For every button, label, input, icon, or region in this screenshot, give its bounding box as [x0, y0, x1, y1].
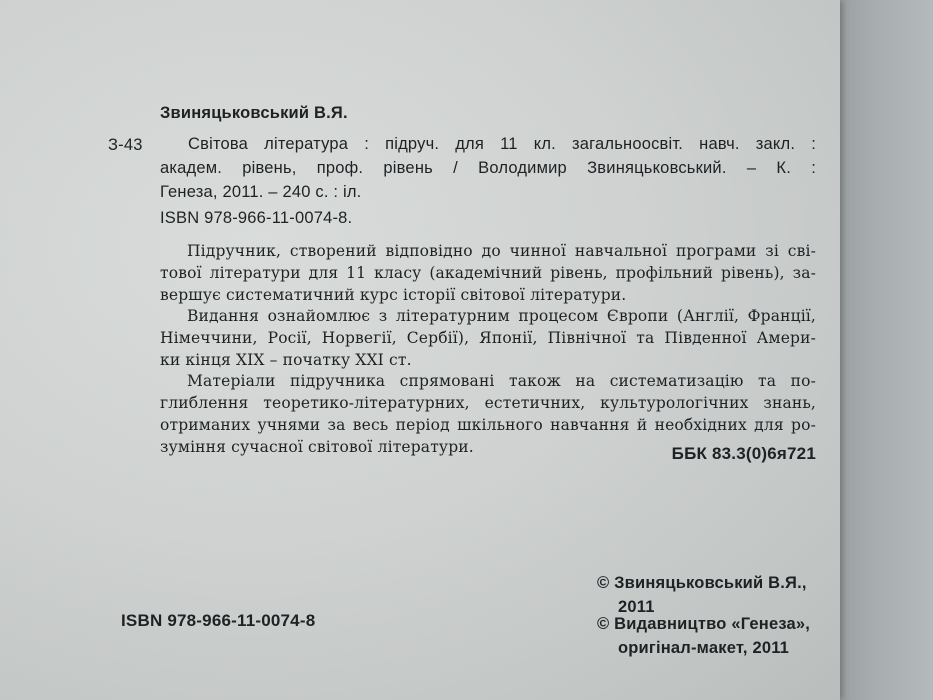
catalog-code: З-43 [108, 136, 143, 154]
copyright-author-year: 2011 [618, 598, 655, 616]
annotation-paragraph-3-first [187, 370, 816, 392]
annotation-line: ки кінця XIX – початку XXI ст. [160, 351, 412, 369]
isbn-line: ISBN 978-966-11-0074-8. [160, 209, 353, 227]
annotation-line: Матеріали підручника спрямовані також на систематизацію та по- [187, 372, 816, 390]
annotation-line: Видання ознайомлює з літературним процесом Європи (Англії, Франції, [187, 307, 816, 325]
bbk-classification: ББК 83.3(0)6я721 [671, 444, 816, 463]
annotation-line: вершує систематичний курс історії світової літератури. [160, 286, 627, 304]
annotation-line: зуміння сучасної світової літератури. [160, 438, 474, 456]
annotation-paragraph-2-first [187, 305, 816, 327]
background-surface [835, 0, 933, 700]
copyright-author: © Звиняцьковський В.Я., [597, 574, 807, 592]
annotation-paragraph-1 [160, 262, 816, 306]
bibliographic-description-cont [160, 157, 816, 229]
bibliographic-line: Світова література : підруч. для 11 кл. загальноосвіт. навч. закл. : [188, 135, 816, 153]
copyright-publisher: © Видавництво «Генеза», [597, 615, 811, 633]
copyright-layout: оригінал-макет, 2011 [618, 639, 790, 657]
isbn-bottom: ISBN 978-966-11-0074-8 [121, 611, 316, 630]
bibliographic-description [188, 133, 816, 155]
author-heading: Звиняцьковський В.Я. [160, 104, 348, 122]
annotation-line: отриманих учнями за весь період шкільного навчання й необхідних для ро- [160, 416, 816, 434]
annotation-line: глиблення теоретико-літературних, естетичних, культурологічних знань, [160, 394, 816, 412]
annotation-line: Підручник, створений відповідно до чинної навчальної програми зі сві- [187, 242, 816, 260]
annotation-line: Німеччини, Росії, Норвегії, Сербії), Японії, Північної та Південної Амери- [160, 329, 816, 347]
bibliographic-line: Генеза, 2011. – 240 с. : іл. [160, 183, 362, 201]
annotation-paragraph-1-first [187, 240, 816, 262]
bibliographic-line: академ. рівень, проф. рівень / Володимир Звиняцьковський. – К. : [160, 159, 816, 177]
annotation-line: тової літератури для 11 класу (академічний рівень, профільний рівень), за- [160, 264, 816, 282]
annotation-paragraph-2 [160, 327, 816, 371]
